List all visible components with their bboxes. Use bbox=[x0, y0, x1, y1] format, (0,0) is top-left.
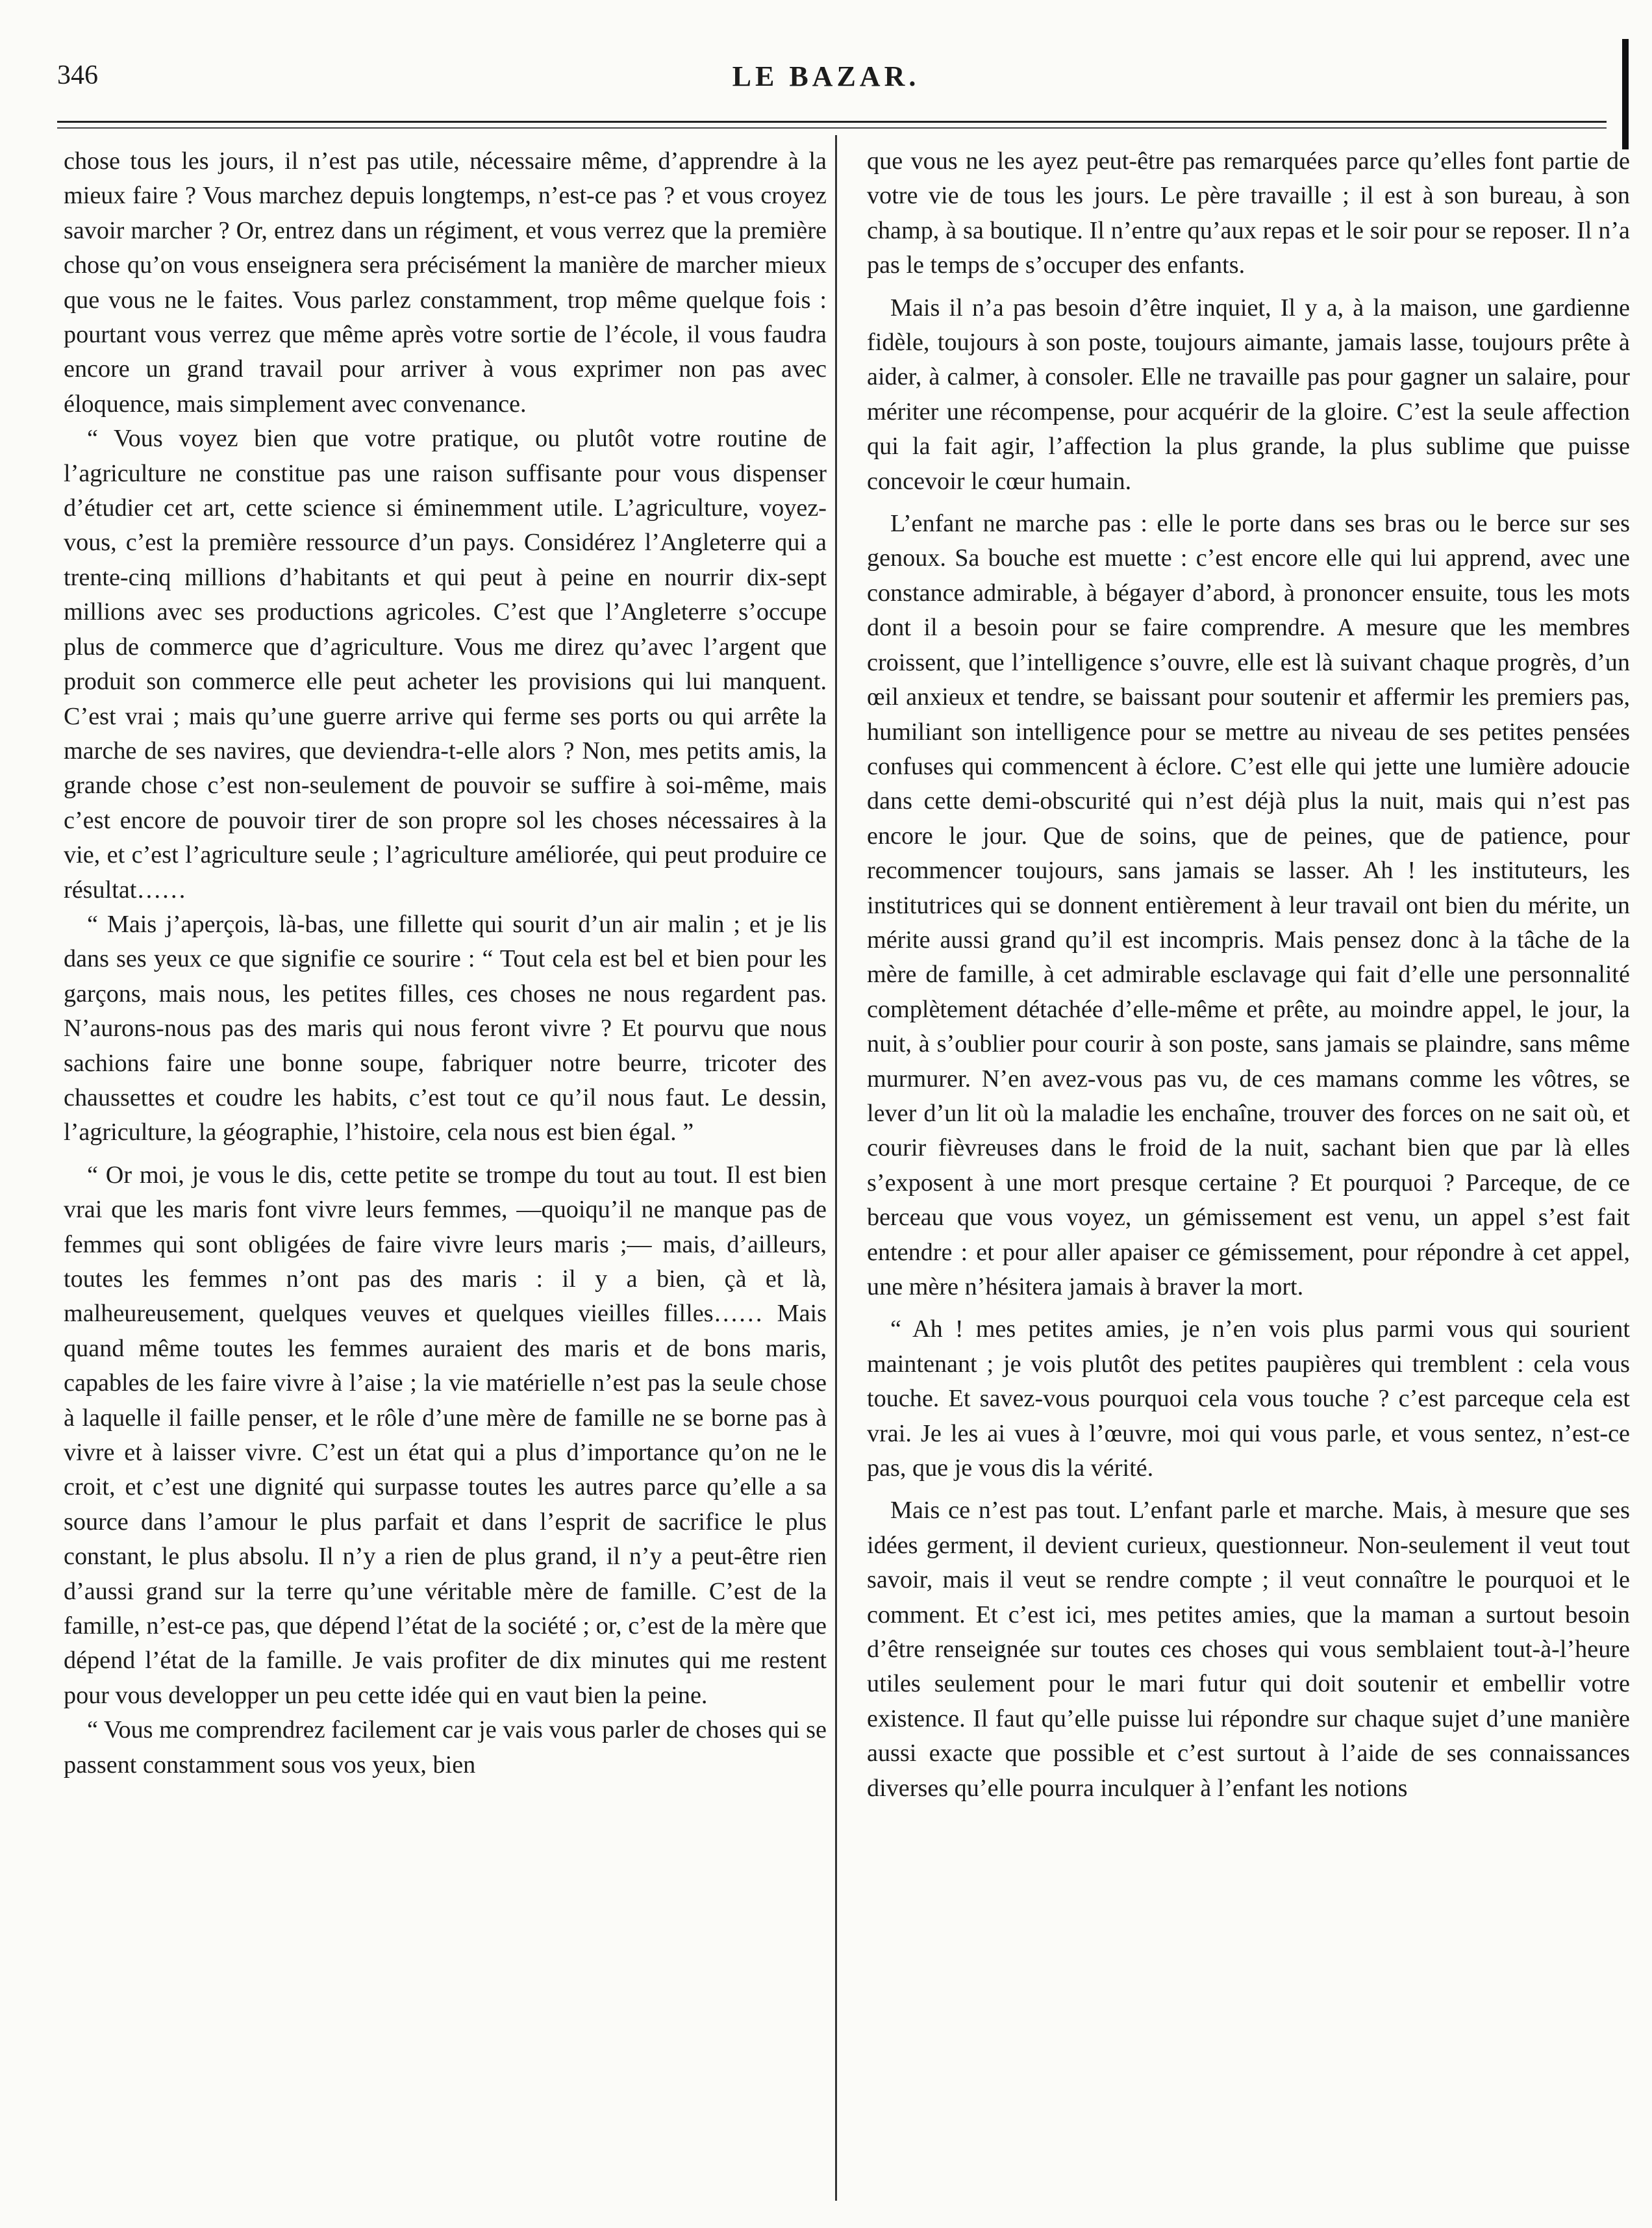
paragraph: Mais ce n’est pas tout. L’enfant parle et marche. Mais, à mesure que ses idées germent, il devient curieux, questionneur. Non-seulement il veut tout savoir, mais il veut se rendre compte ; il veut connaître le pourquoi et le comment. Et c’est ici, mes petites amies, que la maman a surtout besoin d’être renseignée sur toutes ces choses qui vous semblaient tout-à-l’heure utiles seulement pour le mari futur qui doit soutenir et embellir votre existence. Il faut qu’elle puisse lui répondre sur chaque sujet d’une manière aussi exacte que possible et c’est surtout à l’aide de ses connaissances diverses qu’elle pourra inculquer à l’enfant les notions bbox=[867, 1497, 1630, 1802]
paragraph: “ Vous voyez bien que votre pratique, ou plutôt votre routine de l’agriculture ne constitue pas une raison suffisante pour vous dispenser d’étudier cet art, cette science si éminemment utile. L’agriculture, voyez-vous, c’est la première ressource d’un pays. Considérez l’Angleterre qui a trente-cinq millions d’habitants et qui peut à peine en nourrir dix-sept millions avec ses productions agricoles. C’est que l’Angleterre s’occupe plus de commerce que d’agriculture. Vous me direz qu’avec l’argent que produit son commerce elle peut acheter les provisions qui lui manquent. C’est vrai ; mais qu’une guerre arrive qui ferme ses ports ou qui arrête la marche de ses navires, que deviendra-t-elle alors ? Non, mes petits amis, la grande chose c’est non-seulement de pouvoir se suffire à soi-même, mais c’est encore de pouvoir tirer de son propre sol les choses nécessaires à la vie, et c’est l’agriculture seule ; l’agriculture améliorée, qui peut produire ce résultat…… bbox=[64, 425, 827, 904]
page-header bbox=[0, 0, 1652, 136]
right-column bbox=[867, 144, 1630, 2210]
journal-title: LE BAZAR. bbox=[732, 60, 920, 92]
paragraph: “ Mais j’aperçois, là-bas, une fillette qui sourit d’un air malin ; et je lis dans ses yeux ce que signifie ce sourire : “ Tout cela est bel et bien pour les garçons, mais nous, les petites filles, ces choses ne nous regardent pas. N’aurons-nous pas des maris qui nous feront vivre ? Et pourvu que nous sachions faire une bonne soupe, fabriquer notre beurre, tricoter des chaussettes et coudre les habits, c’est tout ce qu’il nous faut. Le dessin, l’agriculture, la géographie, l’histoire, cela nous est bien égal. ” bbox=[64, 910, 827, 1146]
page-number: 346 bbox=[57, 60, 98, 90]
margin-mark bbox=[1622, 39, 1629, 149]
paragraph: chose tous les jours, il n’est pas utile, nécessaire même, d’apprendre à la mieux faire ? Vous marchez depuis longtemps, n’est-ce pas ? et vous croyez savoir marcher ? Or, entrez dans un régiment, et vous verrez que la première chose qu’on vous enseignera sera précisément la manière de marcher mieux que vous ne le faites. Vous parlez constamment, trop même quelque fois : pourtant vous verrez que même après votre sortie de l’école, il vous faudra encore un grand travail pour arriver à vous exprimer non pas avec éloquence, mais simplement avec convenance. bbox=[64, 147, 827, 418]
left-column bbox=[64, 144, 827, 2210]
paragraph: “ Or moi, je vous le dis, cette petite se trompe du tout au tout. Il est bien vrai que les maris font vivre leurs femmes, —quoiqu’il ne manque pas de femmes qui sont obligées de faire vivre leurs maris ;— mais, d’ailleurs, toutes les femmes n’ont pas des maris : il y a bien, çà et là, malheureusement, quelques veuves et quelques vieilles filles…… Mais quand même toutes les femmes auraient des maris et de bons maris, capables de les faire vivre à l’aise ; la vie matérielle n’est pas la seule chose à laquelle il faille penser, et le rôle d’une mère de famille ne se borne pas à vivre et à laisser vivre. C’est un état qui a plus d’importance qu’on ne le croit, et c’est une dignité qui surpasse toutes les autres parce qu’elle a sa source dans l’amour le plus parfait et dans l’esprit de sacrifice le plus constant, le plus absolu. Il n’y a rien de plus grand, il n’y a peut-être rien d’aussi grand sur la terre qu’une véritable mère de famille. C’est de la famille, n’est-ce pas, que dépend l’état de la société ; or, c’est de la mère que dépend l’état de la famille. Je vais profiter de dix minutes qui me restent pour vous developper un peu cette idée qui en vaut bien la peine. bbox=[64, 1161, 827, 1709]
header-rule-secondary bbox=[57, 127, 1607, 129]
paragraph: que vous ne les ayez peut-être pas remarquées parce qu’elles font partie de votre vie de tous les jours. Le père travaille ; il est à son bureau, à son champ, à sa boutique. Il n’entre qu’aux repas et le soir pour se reposer. Il n’a pas le temps de s’occuper des enfants. bbox=[867, 147, 1630, 279]
header-rule bbox=[57, 121, 1607, 123]
paragraph: Mais il n’a pas besoin d’être inquiet, Il y a, à la maison, une gardienne fidèle, toujours à son poste, toujours aimante, jamais lasse, toujours prête à aider, à calmer, à consoler. Elle ne travaille pas pour gagner un salaire, pour mériter une récompense, pour acquérir de la gloire. C’est la seule affection qui la fait agir, l’affection la plus grande, la plus sublime que puisse concevoir le cœur humain. bbox=[867, 294, 1630, 495]
paragraph: “ Ah ! mes petites amies, je n’en vois plus parmi vous qui sourient maintenant ; je vois plutôt des petites paupières qui tremblent : cela vous touche. Et savez-vous pourquoi cela vous touche ? c’est parceque cela est vrai. Je les ai vues à l’œuvre, moi qui vous parle, et vous sentez, n’est-ce pas, que je vous dis la vérité. bbox=[867, 1315, 1630, 1482]
paragraph: L’enfant ne marche pas : elle le porte dans ses bras ou le berce sur ses genoux. Sa bouche est muette : c’est encore elle qui lui apprend, avec une constance admirable, à bégayer d’abord, à prononcer ensuite, tous les mots dont il a besoin pour se faire comprendre. A mesure que les membres croissent, que l’intelligence s’ouvre, elle est là suivant chaque progrès, d’un œil anxieux et tendre, se baissant pour soutenir et affermir les premiers pas, humiliant son intelligence pour se mettre au niveau de ses petites pensées confuses qui commencent à éclore. C’est elle qui jette une lumière adoucie dans cette demi-obscurité qui n’est déjà plus la nuit, mais qui n’est pas encore le jour. Que de soins, que de peines, que de patience, pour recommencer toujours, sans jamais se lasser. Ah ! les instituteurs, les institutrices qui se donnent entièrement à leur travail ont bien du mérite, un mérite aussi grand qu’il est incompris. Mais pensez donc à la tâche de la mère de famille, à cet admirable esclavage qui fait d’elle une personnalité complètement détachée d’elle-même et prête, au moindre appel, le jour, la nuit, à s’oublier pour courir à son poste, sans jamais se plaindre, sans même murmurer. N’en avez-vous pas vu, de ces mamans comme les vôtres, se lever d’un lit où la maladie les enchaîne, trouver des forces on ne sait où, et courir fièvreuses dans le froid de la nuit, sachant bien que par là elles s’exposent à une mort presque certaine ? Et pourquoi ? Parceque, de ce berceau que vous voyez, un gémissement est venu, un appel s’est fait entendre : et pour aller apaiser ce gémissement, pour répondre à cet appel, une mère n’hésitera jamais à braver la mort. bbox=[867, 510, 1630, 1300]
paragraph: “ Vous me comprendrez facilement car je vais vous parler de choses qui se passent constamment sous vos yeux, bien bbox=[64, 1716, 827, 1779]
column-divider bbox=[835, 135, 837, 2201]
